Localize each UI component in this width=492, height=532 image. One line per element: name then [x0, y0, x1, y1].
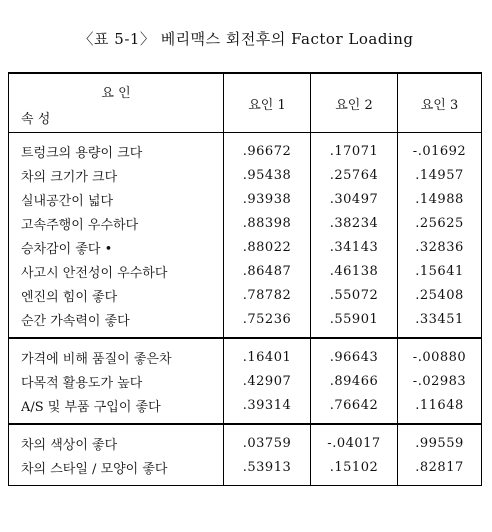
factor2-value: .55901 [311, 307, 398, 338]
factor2-value: .25764 [311, 163, 398, 187]
table-row [9, 235, 482, 259]
factor3-value: .33451 [415, 311, 464, 327]
factor1-value: .86487 [224, 259, 311, 283]
factor2-value: .34143 [311, 235, 398, 259]
factor3-value: .99559 [398, 424, 482, 455]
factor3-value: .14957 [415, 167, 464, 183]
factor3-value: .15641 [415, 263, 464, 279]
corner-attribute-label: 속 성 [21, 112, 51, 127]
column-header-factor3: 요인 3 [398, 73, 482, 133]
factor1-value: .16401 [224, 338, 311, 369]
factor1-value: .96672 [224, 133, 311, 164]
factor2-value: -.04017 [311, 424, 398, 455]
factor1-value: .93938 [224, 187, 311, 211]
table-row [9, 259, 482, 283]
attribute-cell: 차의 스타일 / 모양이 좋다 [9, 455, 224, 486]
factor3-value: .11648 [415, 397, 464, 413]
header-row [9, 73, 482, 133]
factor1-value: .39314 [224, 393, 311, 424]
attribute-cell: 승차감이 좋다 • [9, 235, 224, 259]
attribute-cell: 실내공간이 넓다 [9, 187, 224, 211]
attribute-cell: 차의 색상이 좋다 [9, 424, 224, 455]
factor2-value: .46138 [311, 259, 398, 283]
factor2-value: .30497 [311, 187, 398, 211]
factor2-value: .96643 [311, 338, 398, 369]
table-row [9, 211, 482, 235]
attribute-cell: 엔진의 힘이 좋다 [9, 283, 224, 307]
factor3-value: .82817 [415, 459, 464, 475]
factor2-value: .89466 [311, 369, 398, 393]
table-row [9, 338, 482, 369]
factor2-value: .55072 [311, 283, 398, 307]
factor3-value: .25408 [415, 287, 464, 303]
factor3-value: -.01692 [412, 143, 467, 159]
factor2-value: .38234 [311, 211, 398, 235]
factor1-value: .03759 [224, 424, 311, 455]
factor-loading-table [8, 72, 482, 486]
factor1-value: .75236 [224, 307, 311, 338]
table-row [9, 307, 482, 338]
factor2-value: .76642 [311, 393, 398, 424]
factor1-value: .42907 [224, 369, 311, 393]
factor3-value: .32836 [415, 239, 464, 255]
column-header-factor1: 요인 1 [224, 73, 311, 133]
attribute-cell: 순간 가속력이 좋다 [9, 307, 224, 338]
attribute-cell: 트렁크의 용량이 크다 [9, 133, 224, 164]
factor2-value: .15102 [311, 455, 398, 486]
factor1-value: .53913 [224, 455, 311, 486]
factor3-value: .14988 [415, 191, 464, 207]
attribute-cell: 다목적 활용도가 높다 [9, 369, 224, 393]
table-row [9, 455, 482, 486]
attribute-cell: 차의 크기가 크다 [9, 163, 224, 187]
table-body [9, 133, 482, 486]
attribute-cell: A/S 및 부품 구입이 좋다 [9, 393, 224, 424]
table-row [9, 369, 482, 393]
factor3-value: .25625 [415, 215, 464, 231]
corner-factor-label: 요 인 [101, 86, 131, 101]
factor1-value: .78782 [224, 283, 311, 307]
factor2-value: .17071 [311, 133, 398, 164]
table-row [9, 133, 482, 164]
table-caption: 〈표 5-1〉 베리맥스 회전후의 Factor Loading [78, 30, 414, 48]
factor1-value: .88022 [224, 235, 311, 259]
factor1-value: .88398 [224, 211, 311, 235]
factor3-value: -.00880 [398, 338, 482, 369]
corner-header-cell [9, 73, 224, 133]
table-row [9, 393, 482, 424]
attribute-cell: 사고시 안전성이 우수하다 [9, 259, 224, 283]
table-row [9, 283, 482, 307]
factor3-value: -.02983 [412, 373, 467, 389]
table-row [9, 424, 482, 455]
attribute-cell: 가격에 비해 품질이 좋은차 [9, 338, 224, 369]
table-row [9, 187, 482, 211]
factor1-value: .95438 [224, 163, 311, 187]
attribute-cell: 고속주행이 우수하다 [9, 211, 224, 235]
column-header-factor2: 요인 2 [311, 73, 398, 133]
table-row [9, 163, 482, 187]
